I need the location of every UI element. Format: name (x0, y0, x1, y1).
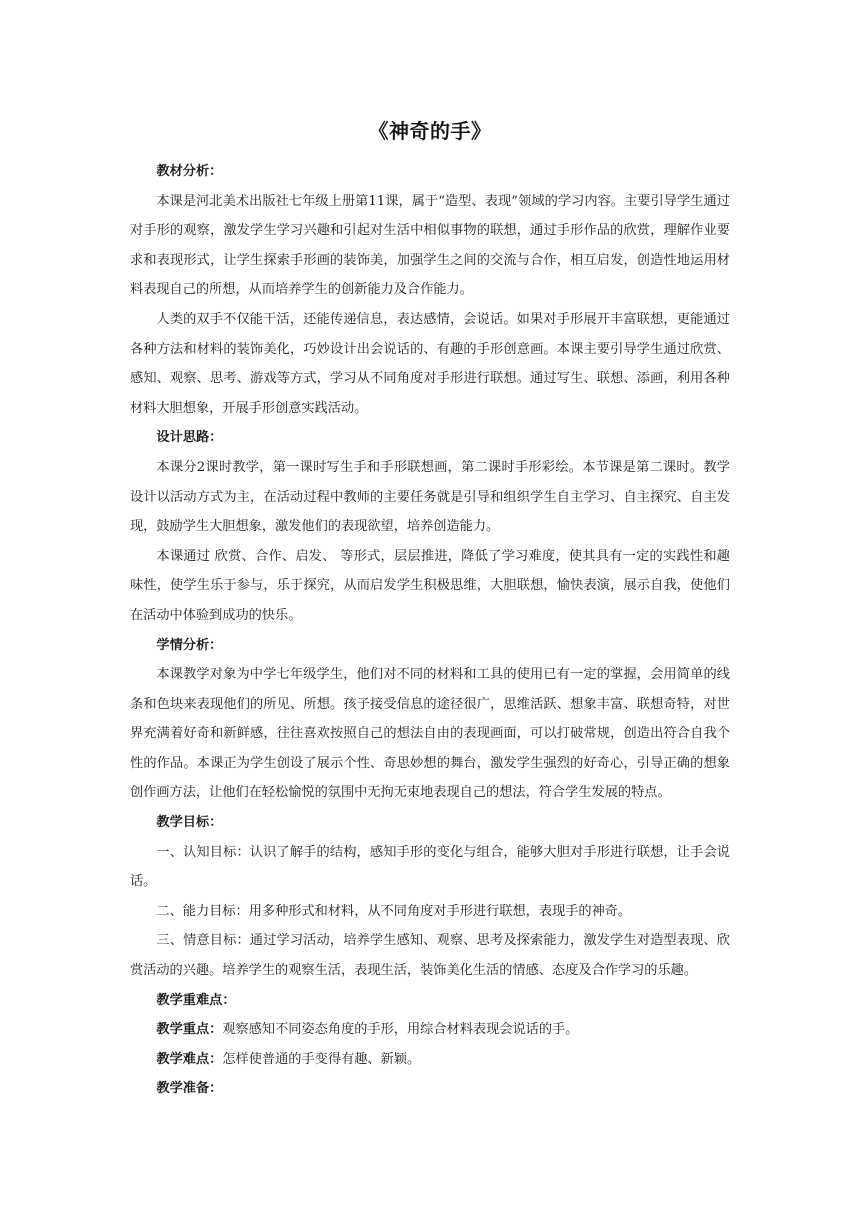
teaching-goals-heading: 教学目标： (156, 815, 223, 831)
learner-analysis-heading: 学情分析： (156, 637, 223, 653)
design-idea-paragraph-2: 本课通过 欣赏、合作、启发、 等形式，层层推进，降低了学习难度，使其具有一定的实践性和趣味性，使学生乐于参与，乐于探究，从而启发学生积极思维，大胆联想，愉快表演，展示自我，使他们在活动中体验到成功的快乐。 (130, 548, 730, 623)
material-analysis-paragraph-2: 人类的双手不仅能干活，还能传递信息，表达感情，会说话。如果对手形展开丰富联想，更能通过各种方法和材料的装饰美化，巧妙设计出会说话的、有趣的手形创意画。本课主要引导学生通过欣赏、感知、观察、思考、游戏等方式，学习从不同角度对手形进行联想。通过写生、联想、添画，利用各种材料大胆想象，开展手形创意实践活动。 (130, 311, 730, 416)
material-analysis-paragraph-1: 本课是河北美术出版社七年级上册第11课，属于“造型、表现”领域的学习内容。主要引导学生通过对手形的观察，激发学生学习兴趣和引起对生活中相似事物的联想，通过手形作品的欣赏，理解作业要求和表现形式，让学生探索手形画的装饰美，加强学生之间的交流与合作，相互启发，创造性地运用材料表现自己的所想，从而培养学生的创新能力及合作能力。 (130, 193, 730, 298)
key-point-text: 观察感知不同姿态角度的手形，用综合材料表现会说话的手。 (222, 1022, 579, 1038)
design-idea-heading: 设计思路： (156, 430, 223, 446)
key-point-label: 教学重点： (156, 1022, 223, 1038)
learner-analysis-paragraph: 本课教学对象为中学七年级学生，他们对不同的材料和工具的使用已有一定的掌握，会用简单的线条和色块来表现他们的所见、所想。孩子接受信息的途径很广，思维活跃、想象丰富、联想奇特，对世界充满着好奇和新鲜感，往往喜欢按照自己的想法自由的表现画面，可以打破常规，创造出符合自我个性的作品。本课正为学生创设了展示个性、奇思妙想的舞台，激发学生强烈的好奇心，引导正确的想象创作画方法，让他们在轻松愉悦的氛围中无拘无束地表现自己的想法，符合学生发展的特点。 (130, 667, 730, 801)
difficulty-label: 教学难点： (156, 1051, 223, 1067)
material-analysis-heading: 教材分析： (156, 164, 223, 179)
ability-goal: 二、能力目标：用多种形式和材料，从不同角度对手形进行联想，表现手的神奇。 (156, 903, 632, 919)
key-difficult-points-heading: 教学重难点： (156, 992, 236, 1008)
cognitive-goal: 一、认知目标：认识了解手的结构，感知手形的变化与组合，能够大胆对手形进行联想，让手会说话。 (130, 844, 730, 890)
difficulty-text: 怎样使普通的手变得有趣、新颖。 (222, 1051, 421, 1067)
affective-goal: 三、情意目标：通过学习活动，培养学生感知、观察、思考及探索能力，激发学生对造型表现、欣赏活动的兴趣。培养学生的观察生活，表现生活，装饰美化生活的情感、态度及合作学习的乐趣。 (130, 933, 730, 979)
teaching-prep-heading: 教学准备： (156, 1081, 223, 1097)
document-title: 《神奇的手》 (368, 119, 492, 143)
key-point-line (130, 1015, 730, 1045)
difficulty-line (130, 1045, 730, 1075)
document-body (130, 157, 730, 1104)
design-idea-paragraph-1: 本课分2课时教学，第一课时写生手和手形联想画，第二课时手形彩绘。本节课是第二课时。教学设计以活动方式为主，在活动过程中教师的主要任务就是引导和组织学生自主学习、自主探究、自主发现，鼓励学生大胆想象，激发他们的表现欲望，培养创造能力。 (130, 459, 730, 535)
